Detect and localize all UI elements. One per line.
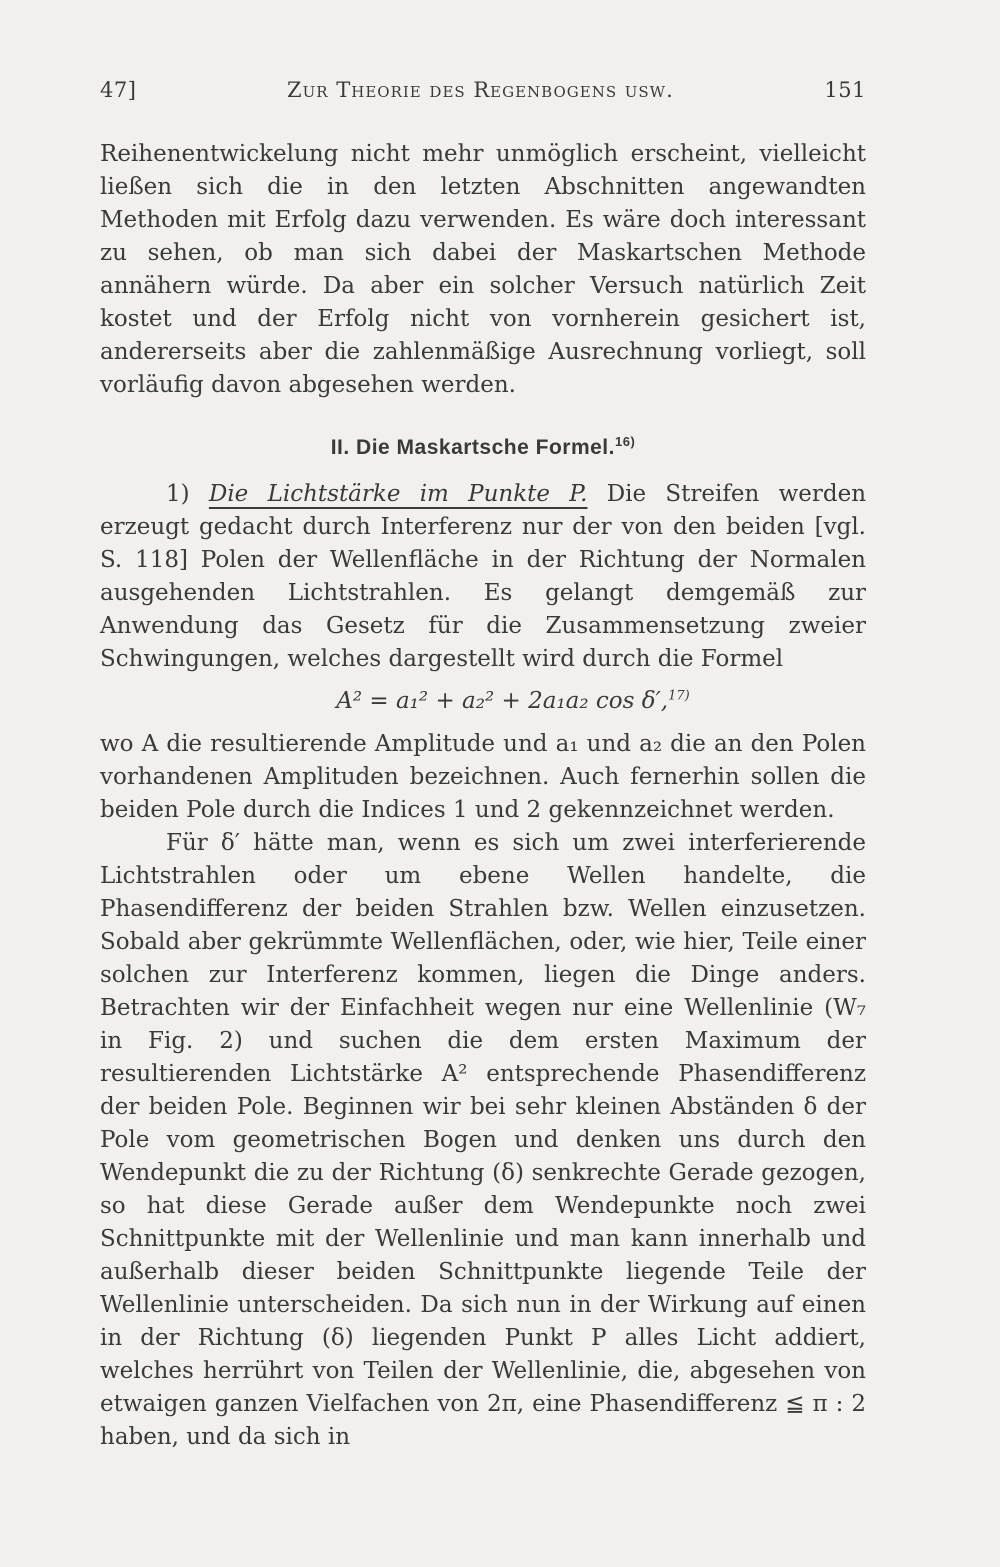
subsection-title: Die Lichtstärke im Punkte P.: [208, 481, 588, 507]
section-footnote-ref: 16): [614, 434, 636, 449]
paragraph-4: Für δ′ hätte man, wenn es sich um zwei interferierende Lichtstrahlen oder um ebene Wellen handelte, die Phasendifferenz der beiden Strahlen bzw. Wellen einzusetzen. Sobald aber gekrümmte Wellenflächen, oder, wie hier, Teile einer solchen zur Interferenz kommen, liegen die Dinge anders. Betrachten wir der Einfachheit wegen nur eine Wellenlinie (W₇ in Fig. 2) und suchen die dem ersten Maximum der resultierenden Lichtstärke A² entsprechende Phasendifferenz der beiden Pole. Beginnen wir bei sehr kleinen Abständen δ der Pole vom geometrischen Bogen und denken uns durch den Wendepunkt die zu der Richtung (δ) senkrechte Gerade gezogen, so hat diese Gerade außer dem Wendepunkte noch zwei Schnittpunkte mit der Wellenlinie und man kann innerhalb und außerhalb dieser beiden Schnittpunkte liegende Teile der Wellenlinie unterscheiden. Da sich nun in der Wirkung auf einen in der Richtung (δ) liegenden Punkt P alles Licht addiert, welches herrührt von Teilen der Wellenlinie, die, abgesehen von etwaigen ganzen Vielfachen von 2π, eine Phasendifferenz ≦ π : 2 haben, und da sich in: [100, 830, 866, 1450]
paragraph-2: [100, 478, 866, 676]
running-header: [100, 78, 866, 126]
page-number: 151: [824, 78, 866, 102]
section-heading-text: II. Die Maskartsche Formel.: [330, 436, 615, 459]
header-title: Zur Theorie des Regenbogens usw.: [287, 78, 674, 102]
section-heading: [100, 434, 866, 460]
formula: [160, 688, 866, 714]
paragraph-2-text: Die Streifen werden erzeugt gedacht durch Interferenz nur der von den beiden [vgl. S. 118] Polen der Wellenfläche in der Richtung der Normalen ausgehenden Lichtstrahlen. Es gelangt demgemäß zur Anwendung das Gesetz für die Zusammensetzung zweier Schwingungen, welches dargestellt wird durch die Formel: [100, 481, 867, 672]
paragraph-3: wo A die resultierende Amplitude und a₁ und a₂ die an den Polen vorhandenen Amplituden bezeichnen. Auch fernerhin sollen die beiden Pole durch die Indices 1 und 2 gekennzeichnet werden.: [100, 731, 866, 823]
formula-footnote-ref: 17): [668, 688, 690, 704]
header-left: 47]: [100, 78, 137, 102]
formula-text: A² = a₁² + a₂² + 2a₁a₂ cos δ′,: [336, 688, 669, 714]
page: [100, 78, 866, 1454]
subsection-number: 1): [166, 481, 190, 507]
paragraph-1: Reihenentwickelung nicht mehr unmöglich erscheint, vielleicht ließen sich die in den letzten Abschnitten angewandten Methoden mit Erfolg dazu verwenden. Es wäre doch interessant zu sehen, ob man sich dabei der Maskartschen Methode annähern würde. Da aber ein solcher Versuch natürlich Zeit kostet und der Erfolg nicht von vornherein gesichert ist, andererseits aber die zahlenmäßige Ausrechnung vorliegt, soll vorläufig davon abgesehen werden.: [100, 141, 866, 398]
